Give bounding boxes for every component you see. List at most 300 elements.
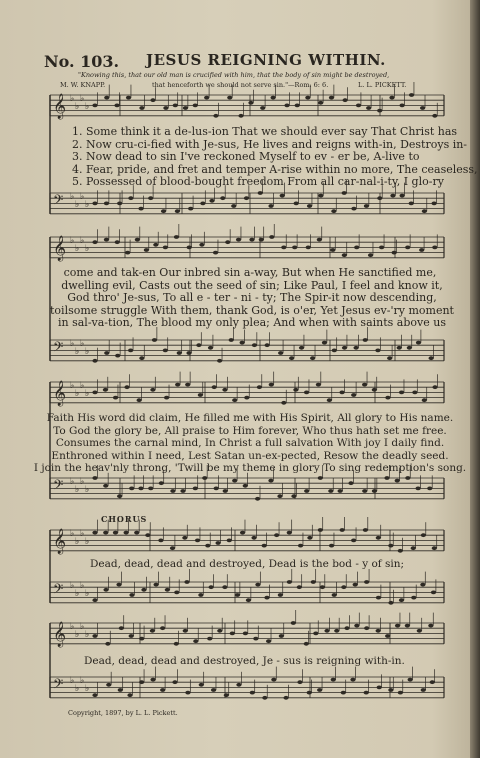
note-head <box>139 356 144 360</box>
note-head <box>320 585 325 589</box>
note-head <box>287 531 292 535</box>
note-head <box>170 489 175 493</box>
note-head <box>137 398 142 402</box>
note-head <box>281 401 286 405</box>
note-head <box>164 396 169 400</box>
note-head <box>163 246 168 250</box>
note-head <box>260 106 265 110</box>
note-head <box>92 104 97 108</box>
flat-sign-icon: ♭ <box>70 94 75 104</box>
note-head <box>416 487 421 491</box>
flat-sign-icon: ♭ <box>85 244 90 254</box>
note-head <box>366 106 371 110</box>
note-head <box>350 678 355 682</box>
note-head <box>117 494 122 498</box>
note-head <box>249 238 254 242</box>
note-head <box>322 341 327 345</box>
note-head <box>174 591 179 595</box>
note-head <box>411 596 416 600</box>
note-head <box>186 351 191 355</box>
scripture-epigraph-line1: "Knowing this, that our old man is crucified with him, that the body of sin might be destroyed, <box>78 71 390 79</box>
note-head <box>327 398 332 402</box>
note-head <box>318 194 323 198</box>
note-head <box>240 341 245 345</box>
note-head <box>134 531 139 535</box>
note-head <box>362 383 367 387</box>
note-head <box>377 196 382 200</box>
flat-sign-icon: ♭ <box>75 589 80 599</box>
note-head <box>329 96 334 100</box>
note-head <box>432 246 437 250</box>
note-head <box>284 104 289 108</box>
note-head <box>331 678 336 682</box>
flat-sign-icon: ♭ <box>80 236 85 246</box>
note-head <box>172 680 177 684</box>
note-head <box>304 642 309 646</box>
flat-sign-icon: ♭ <box>85 389 90 399</box>
verse-lyrics-block-1 <box>72 126 480 189</box>
flat-sign-icon: ♭ <box>80 581 85 591</box>
note-head <box>339 391 344 395</box>
note-head <box>182 536 187 540</box>
flat-sign-icon: ♭ <box>85 347 90 357</box>
note-head <box>243 484 248 488</box>
note-head <box>277 494 282 498</box>
note-head <box>278 593 283 597</box>
note-head <box>125 251 130 255</box>
note-head <box>307 691 312 695</box>
note-head <box>390 194 395 198</box>
note-head <box>148 196 153 200</box>
flat-sign-icon: ♭ <box>70 622 75 632</box>
note-head <box>372 388 377 392</box>
note-head <box>104 202 109 206</box>
note-head <box>304 391 309 395</box>
note-head <box>92 202 97 206</box>
note-head <box>236 238 241 242</box>
note-head <box>364 204 369 208</box>
note-head <box>376 596 381 600</box>
note-head <box>398 549 403 553</box>
chorus-lyrics-1 <box>90 558 480 571</box>
note-head <box>213 114 218 118</box>
note-head <box>253 637 258 641</box>
note-head <box>184 580 189 584</box>
note-head <box>395 624 400 628</box>
lyricist-credit: M. W. KNAPP. <box>60 81 106 89</box>
note-head <box>356 104 361 108</box>
note-head <box>138 487 143 491</box>
note-head <box>266 639 271 643</box>
note-head <box>376 629 381 633</box>
note-head <box>103 388 108 392</box>
bass-clef-icon: 𝄢 <box>53 581 64 600</box>
note-head <box>92 634 97 638</box>
note-head <box>392 251 397 255</box>
note-head <box>213 251 218 255</box>
note-head <box>342 253 347 257</box>
note-head <box>103 531 108 535</box>
note-head <box>405 624 410 628</box>
note-head <box>279 634 284 638</box>
bass-clef-icon: 𝄢 <box>53 192 64 211</box>
note-head <box>154 583 159 587</box>
note-head <box>150 98 155 102</box>
note-head <box>316 383 321 387</box>
note-head <box>188 207 193 211</box>
note-head <box>222 585 227 589</box>
lyric-line: To God the glory be, All praise to Him forever, Who thus hath set me free. <box>53 424 447 437</box>
note-head <box>163 349 168 353</box>
lyric-line: toilsome struggle With them, thank God, is o'er, Yet Jesus ev-'ry moment <box>50 303 454 317</box>
note-head <box>318 476 323 480</box>
note-head <box>222 388 227 392</box>
treble-clef-icon: 𝄞 <box>53 381 67 406</box>
note-head <box>409 93 414 97</box>
note-head <box>408 678 413 682</box>
note-head <box>124 531 129 535</box>
note-head <box>294 202 299 206</box>
note-head <box>174 235 179 239</box>
note-head <box>128 196 133 200</box>
note-head <box>129 593 134 597</box>
note-head <box>243 632 248 636</box>
note-head <box>92 693 97 697</box>
note-head <box>250 691 255 695</box>
lyric-line: Faith His word did claim, He filled me with His Spirit, All glory to His name. <box>46 412 454 424</box>
note-head <box>407 346 412 350</box>
note-head <box>244 396 249 400</box>
note-head <box>399 104 404 108</box>
note-head <box>397 346 402 350</box>
flat-sign-icon: ♭ <box>70 581 75 591</box>
bass-clef-icon: 𝄢 <box>53 477 64 496</box>
note-head <box>291 494 296 498</box>
chorus-label: CHORUS <box>101 514 148 524</box>
note-head <box>269 235 274 239</box>
note-head <box>227 96 232 100</box>
note-head <box>368 253 373 257</box>
note-head <box>163 106 168 110</box>
flat-sign-icon: ♭ <box>80 622 85 632</box>
note-head <box>173 104 178 108</box>
treble-clef-icon: 𝄞 <box>53 236 67 261</box>
flat-sign-icon: ♭ <box>70 381 75 391</box>
note-head <box>105 642 110 646</box>
note-head <box>428 624 433 628</box>
note-head <box>291 621 296 625</box>
lyric-line: Enthroned within I need, Lest Satan un-ex-pected, Resow the deadly seed. <box>51 449 449 462</box>
note-head <box>144 248 149 252</box>
note-head <box>416 341 421 345</box>
note-head <box>421 533 426 537</box>
note-head <box>364 580 369 584</box>
note-head <box>427 487 432 491</box>
note-head <box>195 539 200 543</box>
note-head <box>304 489 309 493</box>
note-head <box>354 624 359 628</box>
note-head <box>385 396 390 400</box>
note-head <box>92 359 97 363</box>
flat-sign-icon: ♭ <box>80 339 85 349</box>
note-head <box>225 240 230 244</box>
note-head <box>411 546 416 550</box>
lyric-line: 3. Now dead to sin I've reckoned Myself to ev - er be, A-live to <box>72 150 420 163</box>
treble-clef-icon: 𝄞 <box>53 94 67 119</box>
flat-sign-icon: ♭ <box>75 684 80 694</box>
note-head <box>118 688 123 692</box>
note-head <box>287 580 292 584</box>
note-head <box>104 96 109 100</box>
note-head <box>199 243 204 247</box>
verse-lyrics-block-3 <box>0 412 480 475</box>
note-head <box>419 248 424 252</box>
note-head <box>119 626 124 630</box>
note-head <box>124 385 129 389</box>
note-head <box>328 489 333 493</box>
note-head <box>388 601 393 605</box>
note-head <box>193 487 198 491</box>
flat-sign-icon: ♭ <box>85 589 90 599</box>
note-head <box>343 98 348 102</box>
note-head <box>398 691 403 695</box>
note-head <box>150 629 155 633</box>
note-head <box>377 109 382 113</box>
treble-clef-icon: 𝄞 <box>53 529 67 554</box>
note-head <box>271 678 276 682</box>
note-head <box>344 626 349 630</box>
note-head <box>183 629 188 633</box>
flat-sign-icon: ♭ <box>70 529 75 539</box>
flat-sign-icon: ♭ <box>85 200 90 210</box>
lyric-line: dwelling evil, Casts out the seed of sin; Like Paul, I feel and know it, <box>61 278 443 292</box>
note-head <box>246 598 251 602</box>
bass-clef-icon: 𝄢 <box>53 339 64 358</box>
note-head <box>196 343 201 347</box>
note-head <box>405 246 410 250</box>
note-head <box>354 246 359 250</box>
note-head <box>274 533 279 537</box>
note-head <box>307 536 312 540</box>
note-head <box>103 484 108 488</box>
note-head <box>165 588 170 592</box>
flat-sign-icon: ♭ <box>80 676 85 686</box>
note-head <box>429 356 434 360</box>
note-head <box>161 209 166 213</box>
note-head <box>388 688 393 692</box>
note-head <box>292 246 297 250</box>
note-head <box>278 351 283 355</box>
note-head <box>145 533 150 537</box>
note-head <box>158 539 163 543</box>
note-head <box>348 481 353 485</box>
note-head <box>117 202 122 206</box>
note-head <box>198 393 203 397</box>
note-head <box>104 351 109 355</box>
note-head <box>432 114 437 118</box>
note-head <box>92 476 97 480</box>
note-head <box>412 391 417 395</box>
note-head <box>115 240 120 244</box>
note-head <box>116 583 121 587</box>
note-head <box>298 544 303 548</box>
note-head <box>211 688 216 692</box>
note-head <box>208 346 213 350</box>
note-head <box>126 96 131 100</box>
note-head <box>92 598 97 602</box>
note-head <box>431 591 436 595</box>
note-head <box>329 544 334 548</box>
note-head <box>153 243 158 247</box>
note-head <box>252 343 257 347</box>
flat-sign-icon: ♭ <box>80 477 85 487</box>
note-head <box>180 489 185 493</box>
note-head <box>297 680 302 684</box>
note-head <box>421 688 426 692</box>
note-head <box>207 637 212 641</box>
note-head <box>353 346 358 350</box>
note-head <box>422 398 427 402</box>
note-head <box>92 391 97 395</box>
note-head <box>307 204 312 208</box>
note-head <box>217 359 222 363</box>
note-head <box>231 204 236 208</box>
note-head <box>128 349 133 353</box>
flat-sign-icon: ♭ <box>80 94 85 104</box>
note-head <box>113 531 118 535</box>
note-head <box>160 688 165 692</box>
note-head <box>388 544 393 548</box>
note-head <box>159 481 164 485</box>
note-head <box>399 598 404 602</box>
note-head <box>389 96 394 100</box>
note-head <box>139 637 144 641</box>
note-head <box>183 106 188 110</box>
flat-sign-icon: ♭ <box>75 102 80 112</box>
flat-sign-icon: ♭ <box>85 684 90 694</box>
flat-sign-icon: ♭ <box>70 192 75 202</box>
note-head <box>212 385 217 389</box>
composer-credit: L. L. PICKETT. <box>358 81 407 89</box>
note-head <box>420 583 425 587</box>
note-head <box>297 585 302 589</box>
note-head <box>150 678 155 682</box>
note-head <box>113 396 118 400</box>
note-head <box>332 593 337 597</box>
note-head <box>332 349 337 353</box>
note-head <box>364 691 369 695</box>
note-head <box>317 688 322 692</box>
note-head <box>187 246 192 250</box>
note-head <box>405 476 410 480</box>
note-head <box>265 343 270 347</box>
lyric-line: 5. Possessed of blood-bought freedom From all car-nal-i-ty, I glo-ry <box>72 175 444 188</box>
note-head <box>351 207 356 211</box>
bass-clef-icon: 𝄢 <box>53 676 64 695</box>
note-head <box>375 349 380 353</box>
lyric-line: 2. Now cru-ci-fied with Je-sus, He lives and reigns with-in, Destroys in- <box>72 137 468 151</box>
note-head <box>229 338 234 342</box>
note-head <box>376 536 381 540</box>
note-head <box>141 588 146 592</box>
note-head <box>244 196 249 200</box>
note-head <box>363 528 368 532</box>
note-head <box>340 528 345 532</box>
flat-sign-icon: ♭ <box>70 339 75 349</box>
note-head <box>135 238 140 242</box>
note-head <box>114 104 119 108</box>
flat-sign-icon: ♭ <box>70 236 75 246</box>
note-head <box>106 683 111 687</box>
note-head <box>104 238 109 242</box>
note-head <box>331 209 336 213</box>
note-head <box>217 629 222 633</box>
lyric-line: 4. Fear, pride, and fret and temper A-rise within no more, The ceaseless, <box>72 162 478 176</box>
lyric-line: come and tak-en Our inbred sin a-way, But when He sanctified me, <box>63 266 437 279</box>
note-head <box>202 476 207 480</box>
lyric-line: God thro' Je-sus, To all e - ter - ni - ty; The Spir-it now descending, <box>67 291 437 304</box>
note-head <box>280 194 285 198</box>
note-head <box>92 240 97 244</box>
note-head <box>341 585 346 589</box>
note-head <box>334 629 339 633</box>
note-head <box>199 683 204 687</box>
flat-sign-icon: ♭ <box>80 192 85 202</box>
note-head <box>362 489 367 493</box>
note-head <box>422 209 427 213</box>
note-head <box>103 588 108 592</box>
flat-sign-icon: ♭ <box>80 381 85 391</box>
flat-sign-icon: ♭ <box>75 485 80 495</box>
lyric-line: 1. Some think it a de-lus-ion That we should ever say That Christ has <box>72 125 458 138</box>
note-head <box>268 479 273 483</box>
note-head <box>185 691 190 695</box>
flat-sign-icon: ♭ <box>85 485 90 495</box>
note-head <box>283 696 288 700</box>
note-head <box>240 531 245 535</box>
flat-sign-icon: ♭ <box>75 200 80 210</box>
note-head <box>432 546 437 550</box>
note-head <box>227 539 232 543</box>
note-head <box>377 686 382 690</box>
note-head <box>152 338 157 342</box>
note-head <box>372 489 377 493</box>
note-head <box>200 202 205 206</box>
note-head <box>400 194 405 198</box>
note-head <box>224 693 229 697</box>
note-head <box>409 202 414 206</box>
note-head <box>232 479 237 483</box>
note-head <box>214 487 219 491</box>
treble-clef-icon: 𝄞 <box>53 622 67 647</box>
note-head <box>417 629 422 633</box>
note-head <box>420 106 425 110</box>
note-head <box>281 246 286 250</box>
note-head <box>363 338 368 342</box>
note-head <box>138 207 143 211</box>
note-head <box>235 593 240 597</box>
note-head <box>264 596 269 600</box>
note-head <box>223 489 228 493</box>
note-head <box>209 585 214 589</box>
note-head <box>289 356 294 360</box>
note-head <box>193 639 198 643</box>
note-head <box>255 583 260 587</box>
note-head <box>311 580 316 584</box>
note-head <box>430 680 435 684</box>
note-head <box>257 385 262 389</box>
note-head <box>148 487 153 491</box>
